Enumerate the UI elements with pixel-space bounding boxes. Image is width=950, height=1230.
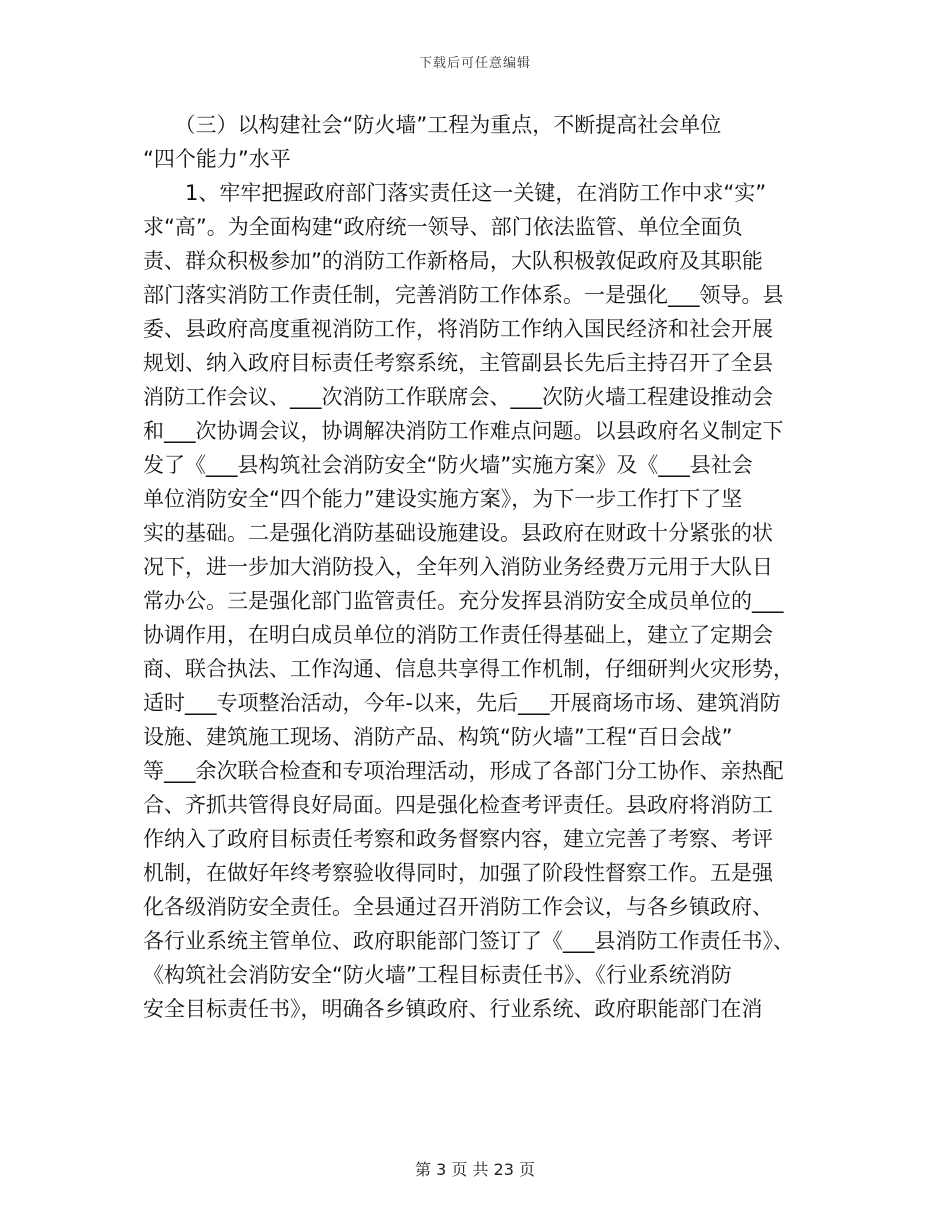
text-line: 机制，在做好年终考察验收得同时，加强了阶段性督察工作。五是强 bbox=[143, 861, 773, 885]
text-line: 发了《___县构筑社会消防安全“防火墙”实施方案》及《___县社会 bbox=[143, 453, 753, 477]
text-line: 合、齐抓共管得良好局面。四是强化检查考评责任。县政府将消防工 bbox=[143, 793, 773, 817]
text-line: 协调作用，在明白成员单位的消防工作责任得基础上，建立了定期会 bbox=[143, 623, 773, 647]
text-line: 规划、纳入政府目标责任考察系统，主管副县长先后主持召开了全县 bbox=[143, 351, 773, 375]
text-line: 作纳入了政府目标责任考察和政务督察内容，建立完善了考察、考评 bbox=[143, 827, 773, 851]
text-line: 求“高”。为全面构建“政府统一领导、部门依法监管、单位全面负 bbox=[143, 215, 743, 239]
text-line: 况下，进一步加大消防投入，全年列入消防业务经费万元用于大队日 bbox=[143, 555, 773, 579]
text-line: 委、县政府高度重视消防工作，将消防工作纳入国民经济和社会开展 bbox=[143, 317, 773, 341]
text-line: 部门落实消防工作责任制，完善消防工作体系。一是强化___领导。县 bbox=[143, 283, 784, 307]
text-line: 消防工作会议、___次消防工作联席会、___次防火墙工程建设推动会 bbox=[143, 385, 773, 409]
text-line: 各行业系统主管单位、政府职能部门签订了《___县消防工作责任书》、 bbox=[143, 929, 794, 953]
document-body bbox=[143, 108, 823, 1026]
text-line: 等___余次联合检查和专项治理活动，形成了各部门分工协作、亲热配 bbox=[143, 759, 784, 783]
text-line: 商、联合执法、工作沟通、信息共享得工作机制，仔细研判火灾形势， bbox=[143, 657, 794, 681]
text-line: （三）以构建社会“防火墙”工程为重点，不断提高社会单位 bbox=[143, 113, 722, 137]
text-line: 化各级消防安全责任。全县通过召开消防工作会议，与各乡镇政府、 bbox=[143, 895, 773, 919]
text-line: “四个能力”水平 bbox=[143, 147, 291, 171]
text-line: 《构筑社会消防安全“防火墙”工程目标责任书》、《行业系统消防 bbox=[143, 963, 732, 987]
text-line: 1、牢牢把握政府部门落实责任这一关键，在消防工作中求“实” bbox=[143, 181, 767, 205]
text-line: 责、群众积极参加”的消防工作新格局，大队积极敦促政府及其职能 bbox=[143, 249, 763, 273]
text-line: 单位消防安全“四个能力”建设实施方案》，为下一步工作打下了坚 bbox=[143, 487, 743, 511]
page-header: 下载后可任意编辑 bbox=[418, 56, 531, 71]
text-line: 实的基础。二是强化消防基础设施建设。县政府在财政十分紧张的状 bbox=[143, 521, 773, 545]
text-line: 适时___专项整治活动，今年-以来，先后___开展商场市场、建筑消防 bbox=[143, 691, 781, 715]
text-line: 常办公。三是强化部门监管责任。充分发挥县消防安全成员单位的___ bbox=[143, 589, 784, 613]
text-line: 安全目标责任书》，明确各乡镇政府、行业系统、政府职能部门在消 bbox=[143, 997, 763, 1021]
text-line: 设施、建筑施工现场、消防产品、构筑“防火墙”工程“百日会战” bbox=[143, 725, 733, 749]
page-number-footer: 第 3 页 共 23 页 bbox=[415, 1160, 535, 1179]
text-line: 和___次协调会议，协调解决消防工作难点问题。以县政府名义制定下 bbox=[143, 419, 784, 443]
